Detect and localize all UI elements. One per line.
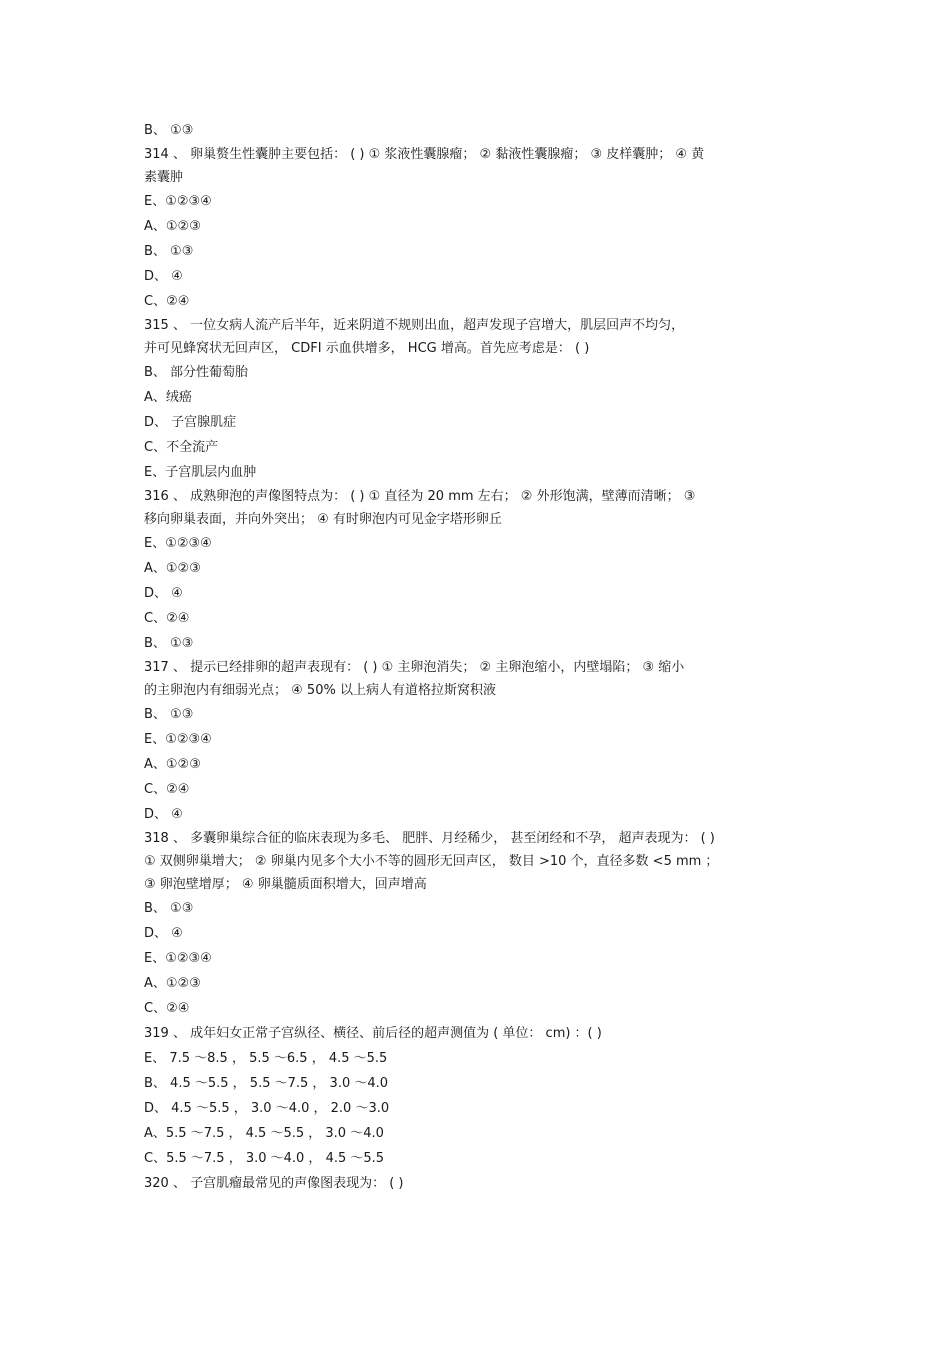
- option-b-315: B、 部分性葡萄胎: [144, 365, 249, 380]
- option-b-313: B、 ①③: [144, 123, 194, 138]
- option-c-317: C、②④: [144, 782, 190, 797]
- option-c-314: C、②④: [144, 294, 190, 309]
- question-316-text-line-2: 移向卵巢表面，并向外突出； ④ 有时卵泡内可见金字塔形卵丘: [144, 512, 502, 527]
- option-a-317: A、①②③: [144, 757, 201, 772]
- option-b-316: B、 ①③: [144, 636, 194, 651]
- option-e-319: E、 7.5 ～8.5 ， 5.5 ～6.5 ， 4.5 ～5.5: [144, 1051, 388, 1066]
- option-e-316: E、①②③④: [144, 536, 212, 551]
- question-314-text-line-2: 素囊肿: [144, 170, 184, 185]
- option-d-317: D、 ④: [144, 807, 183, 822]
- option-d-316: D、 ④: [144, 586, 183, 601]
- option-b-317: B、 ①③: [144, 707, 194, 722]
- option-c-319: C、5.5 ～7.5 ， 3.0 ～4.0 ， 4.5 ～5.5: [144, 1151, 385, 1166]
- question-319-text: 319 、 成年妇女正常子宫纵径、横径、前后径的超声测值为 ( 单位： cm) ：( ): [144, 1026, 602, 1041]
- option-c-318: C、②④: [144, 1001, 190, 1016]
- option-a-315: A、绒癌: [144, 390, 192, 405]
- question-318-text-line-3: ③ 卵泡壁增厚； ④ 卵巢髓质面积增大，回声增高: [144, 877, 427, 892]
- option-e-314: E、①②③④: [144, 194, 212, 209]
- option-d-318: D、 ④: [144, 926, 183, 941]
- option-e-318: E、①②③④: [144, 951, 212, 966]
- question-317: [144, 656, 812, 702]
- option-b-319: B、 4.5 ～5.5 ， 5.5 ～7.5 ， 3.0 ～4.0: [144, 1076, 389, 1091]
- option-a-319: A、5.5 ～7.5 ， 4.5 ～5.5 ， 3.0 ～4.0: [144, 1126, 384, 1141]
- option-d-315: D、 子宫腺肌症: [144, 415, 237, 430]
- question-316: [144, 485, 812, 531]
- document-page: [144, 118, 812, 1196]
- question-315-text-line-1: 315 、 一位女病人流产后半年，近来阴道不规则出血，超声发现子宫增大，肌层回声不均匀，: [144, 318, 685, 333]
- question-320-text: 320 、 子宫肌瘤最常见的声像图表现为： ( ): [144, 1176, 404, 1191]
- question-315: [144, 314, 812, 360]
- option-a-314: A、①②③: [144, 219, 201, 234]
- option-a-318: A、①②③: [144, 976, 201, 991]
- option-a-316: A、①②③: [144, 561, 201, 576]
- question-318: [144, 827, 812, 896]
- question-317-text-line-2: 的主卵泡内有细弱光点； ④ 50% 以上病人有道格拉斯窝积液: [144, 683, 496, 698]
- option-c-316: C、②④: [144, 611, 190, 626]
- question-315-text-line-2: 并可见蜂窝状无回声区， CDFI 示血供增多， HCG 增高。首先应考虑是： ( ): [144, 341, 590, 356]
- option-b-314: B、 ①③: [144, 244, 194, 259]
- question-314-text-line-1: 314 、 卵巢赘生性囊肿主要包括： ( ) ① 浆液性囊腺瘤； ② 黏液性囊腺瘤； ③ 皮样囊肿； ④ 黄: [144, 147, 705, 162]
- option-e-317: E、①②③④: [144, 732, 212, 747]
- option-b-318: B、 ①③: [144, 901, 194, 916]
- option-d-319: D、 4.5 ～5.5 ， 3.0 ～4.0 ， 2.0 ～3.0: [144, 1101, 390, 1116]
- option-c-315: C、不全流产: [144, 440, 219, 455]
- question-314: [144, 143, 812, 189]
- option-e-315: E、子宫肌层内血肿: [144, 465, 257, 480]
- option-d-314: D、 ④: [144, 269, 183, 284]
- question-317-text-line-1: 317 、 提示已经排卵的超声表现有： ( ) ① 主卵泡消失； ② 主卵泡缩小，内壁塌陷； ③ 缩小: [144, 660, 685, 675]
- question-318-text-line-2: ① 双侧卵巢增大； ② 卵巢内见多个大小不等的圆形无回声区， 数目 >10 个，直径多数 <5 mm ；: [144, 854, 719, 869]
- question-318-text-line-1: 318 、 多囊卵巢综合征的临床表现为多毛、 肥胖、月经稀少， 甚至闭经和不孕， 超声表现为： ( ): [144, 831, 715, 846]
- question-316-text-line-1: 316 、 成熟卵泡的声像图特点为： ( ) ① 直径为 20 mm 左右； ② 外形饱满，壁薄而清晰； ③: [144, 489, 696, 504]
